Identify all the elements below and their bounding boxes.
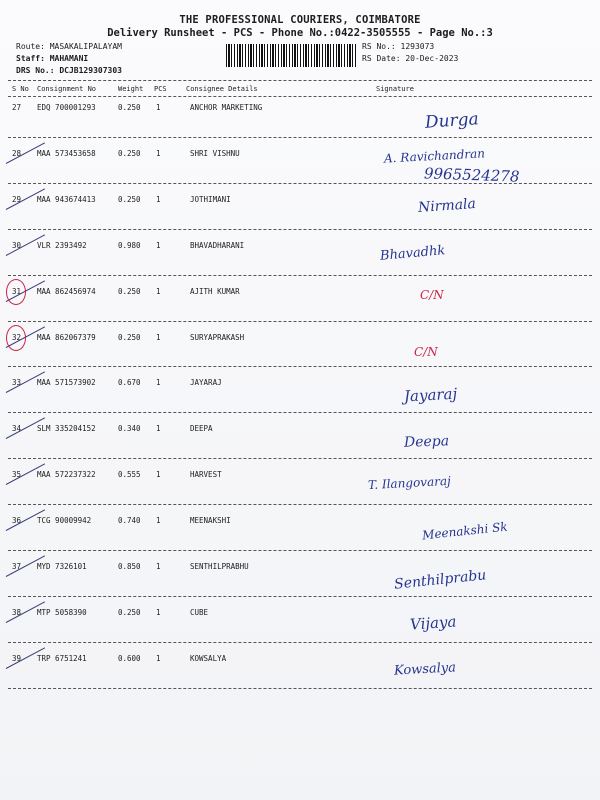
row-consignment-no: MAA 862067379: [37, 332, 96, 342]
table-row: [0, 146, 600, 195]
row-weight: 0.250: [118, 286, 141, 296]
row-consignee: CUBE: [190, 607, 209, 617]
red-circle-mark: [6, 279, 26, 305]
row-pcs: 1: [156, 562, 161, 571]
row-divider: [8, 183, 592, 184]
col-signature: Signature: [376, 85, 414, 93]
row-signature: Meenakshi Sk: [421, 519, 509, 543]
row-consignment-no: MTP 5058390: [37, 607, 87, 617]
row-sno: 29: [12, 194, 22, 204]
rs-date: RS Date: 20-Dec-2023: [362, 54, 459, 63]
row-pcs: 1: [156, 470, 161, 480]
barcode-image: [226, 44, 356, 67]
col-consignment: Consignment No: [37, 85, 97, 93]
row-divider: [8, 229, 592, 230]
row-consignment-no: VLR 2393492: [37, 240, 87, 250]
row-weight: 0.600: [118, 653, 141, 663]
row-consignment-no: TRP 6751241: [37, 653, 87, 663]
row-sno: 27: [12, 103, 22, 112]
row-consignment-no: MAA 862456974: [37, 286, 96, 296]
row-weight: 0.340: [118, 424, 141, 434]
row-consignee: KOWSALYA: [190, 653, 227, 663]
table-row: [0, 195, 600, 241]
row-divider: [8, 550, 592, 551]
table-row: [0, 241, 600, 287]
col-sno: S No: [12, 85, 29, 93]
row-pcs: 1: [156, 240, 161, 250]
row-signature: Bhavadhk: [379, 242, 446, 264]
row-weight: 0.250: [118, 103, 141, 112]
row-consignee: SENTHILPRABHU: [190, 562, 249, 571]
row-pcs: 1: [156, 148, 161, 158]
table-row: [0, 562, 600, 608]
table-row: [0, 103, 600, 149]
row-pcs: 1: [156, 516, 161, 526]
row-pcs: 1: [156, 607, 161, 617]
row-divider: [8, 366, 592, 367]
row-consignee: JOTHIMANI: [190, 194, 231, 204]
row-sno: 35: [12, 470, 22, 480]
row-signature: Senthilprabu: [393, 567, 488, 593]
drs-label: DRS No.: DCJB129307303: [16, 66, 122, 75]
row-signature: Durga: [424, 109, 480, 133]
column-divider: [8, 96, 592, 97]
table-row: [0, 287, 600, 333]
row-signature: C/N: [420, 287, 444, 302]
table-row: [0, 470, 600, 516]
company-title: THE PROFESSIONAL COURIERS, COIMBATORE: [179, 14, 421, 26]
row-pcs: 1: [156, 332, 161, 342]
table-row: [0, 608, 600, 654]
row-consignee: DEEPA: [190, 424, 213, 434]
rs-number: RS No.: 1293073: [362, 42, 435, 51]
table-row: [0, 378, 600, 424]
row-sno: 34: [12, 424, 22, 434]
row-weight: 0.250: [118, 332, 141, 342]
row-consignee: BHAVADHARANI: [190, 240, 245, 250]
row-divider: [8, 642, 592, 643]
row-sno: 33: [12, 378, 22, 388]
row-pcs: 1: [156, 378, 161, 388]
row-sno: 30: [12, 240, 22, 250]
row-divider: [8, 504, 592, 505]
route-label: Route: MASAKALIPALAYAM: [16, 42, 122, 51]
row-signature: A. Ravichandran: [383, 146, 486, 166]
table-row: [0, 424, 600, 470]
row-consignment-no: MAA 571573902: [37, 378, 96, 388]
table-row: [0, 516, 600, 562]
row-weight: 0.670: [118, 378, 141, 388]
row-divider: [8, 596, 592, 597]
row-consignee: HARVEST: [190, 470, 222, 480]
meta-right: [362, 41, 458, 65]
row-consignment-no: MAA 572237322: [37, 470, 96, 480]
row-consignee: SURYAPRAKASH: [190, 332, 245, 342]
row-sno: 36: [12, 516, 22, 526]
row-signature: Deepa: [403, 433, 450, 452]
red-circle-mark: [6, 325, 26, 351]
row-pcs: 1: [156, 424, 161, 434]
row-consignee: AJITH KUMAR: [190, 286, 240, 296]
row-consignment-no: SLM 335204152: [37, 424, 96, 434]
row-weight: 0.250: [118, 194, 141, 204]
row-divider: [8, 412, 592, 413]
row-divider: [8, 137, 592, 138]
row-weight: 0.555: [118, 470, 141, 480]
table-row: [0, 333, 600, 379]
row-signature: Vijaya: [409, 612, 457, 634]
row-consignee: MEENAKSHI: [190, 516, 231, 526]
row-consignment-no: EDQ 700001293: [37, 103, 96, 112]
row-signature: T. Ilangovaraj: [367, 474, 452, 493]
runsheet-subtitle: Delivery Runsheet - PCS - Phone No.:0422-3505555 - Page No.:3: [107, 27, 493, 39]
row-weight: 0.250: [118, 607, 141, 617]
row-signature-phone: 9965524278: [423, 164, 520, 186]
row-sno: 38: [12, 607, 22, 617]
row-weight: 0.740: [118, 516, 141, 526]
row-signature: Nirmala: [417, 195, 477, 216]
row-consignment-no: MAA 943674413: [37, 194, 96, 204]
row-signature: Kowsalya: [393, 660, 457, 679]
row-divider: [8, 275, 592, 276]
row-sno: 28: [12, 148, 22, 158]
meta-left: [16, 41, 122, 77]
row-pcs: 1: [156, 194, 161, 204]
row-consignee: SHRI VISHNU: [190, 148, 240, 158]
row-consignment-no: MAA 573453658: [37, 148, 96, 158]
row-pcs: 1: [156, 103, 161, 112]
row-pcs: 1: [156, 286, 161, 296]
col-weight: Weight: [118, 85, 144, 93]
row-divider: [8, 688, 592, 689]
col-consignee: Consignee Details: [186, 85, 258, 93]
row-weight: 0.250: [118, 148, 141, 158]
table-row: [0, 654, 600, 700]
row-sno: 32: [12, 332, 22, 342]
row-consignment-no: TCG 90009942: [37, 516, 92, 526]
staff-label: Staff: MAHAMANI: [16, 54, 89, 63]
col-pcs: PCS: [154, 85, 167, 93]
row-pcs: 1: [156, 653, 161, 663]
header-divider: [8, 80, 592, 81]
row-consignee: ANCHOR MARKETING: [190, 103, 263, 112]
row-divider: [8, 321, 592, 322]
row-sno: 31: [12, 286, 22, 296]
row-signature: C/N: [414, 344, 438, 359]
row-weight: 0.850: [118, 562, 141, 571]
row-sno: 39: [12, 653, 22, 663]
row-weight: 0.980: [118, 240, 141, 250]
row-signature: Jayaraj: [403, 385, 458, 406]
row-divider: [8, 458, 592, 459]
row-consignee: JAYARAJ: [190, 378, 222, 388]
row-sno: 37: [12, 562, 22, 571]
row-consignment-no: MYD 7326101: [37, 562, 87, 571]
